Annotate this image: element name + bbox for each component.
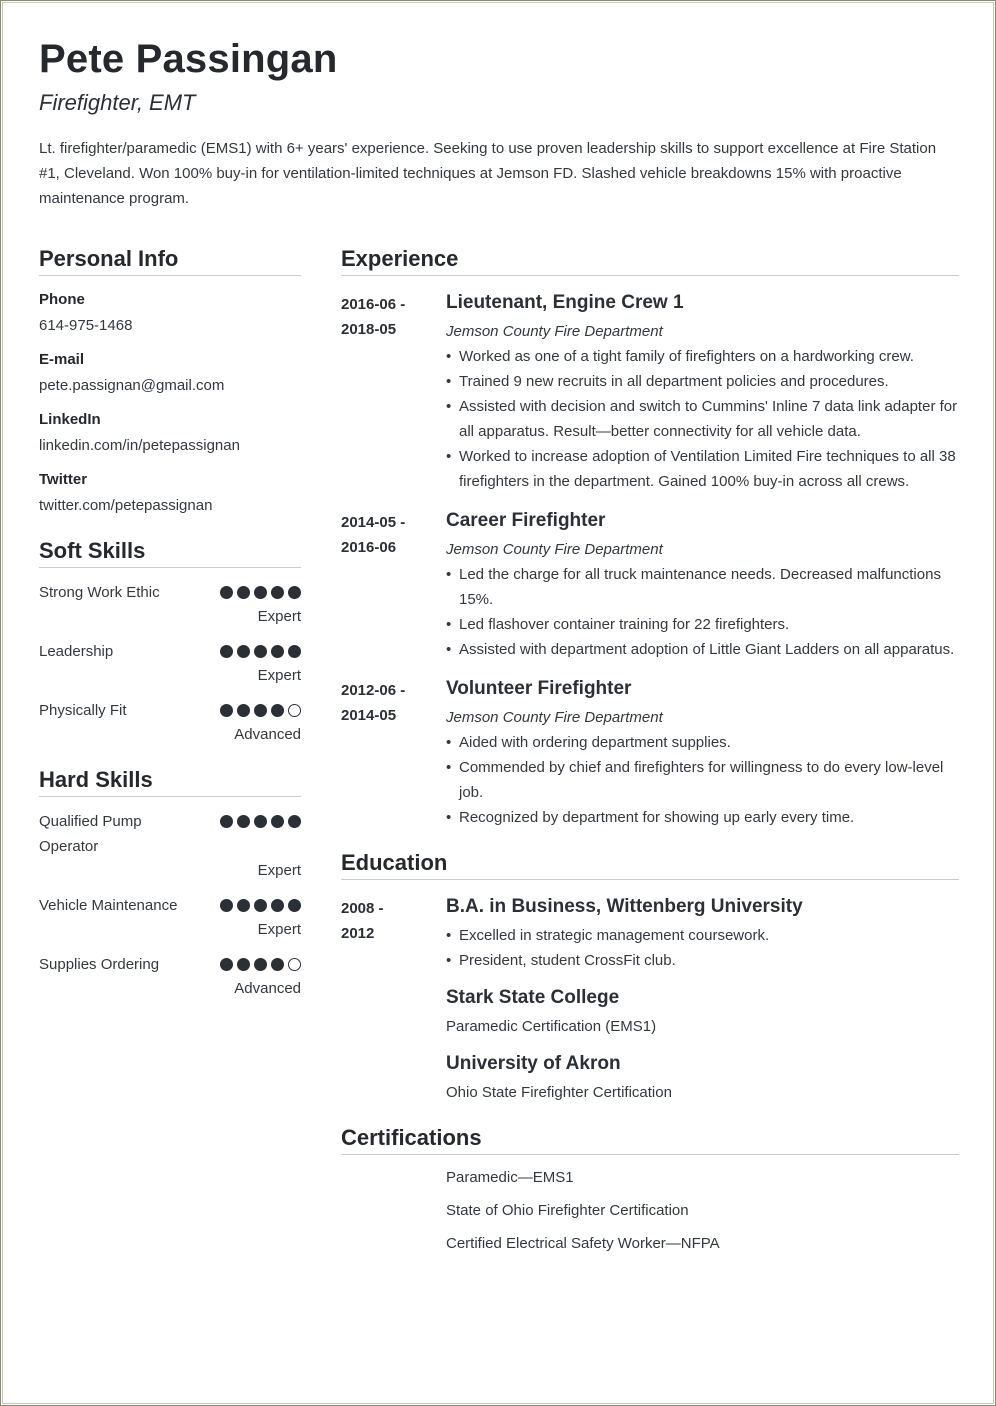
bullet-item: • Trained 9 new recruits in all department policies and procedures. xyxy=(446,369,959,394)
bullet-item: • Worked as one of a tight family of firefighters on a hardworking crew. xyxy=(446,344,959,369)
skill-rating xyxy=(220,958,301,971)
entry-body xyxy=(446,985,959,1039)
date-start: 2014-05 - xyxy=(341,514,406,531)
rating-dot-filled xyxy=(254,958,267,971)
entry-date xyxy=(341,896,431,946)
date-end: 2014-05 xyxy=(341,707,397,724)
rating-dot-filled xyxy=(220,899,233,912)
hard-skills-list xyxy=(39,809,301,999)
certification-item: Certified Electrical Safety Worker—NFPA xyxy=(446,1235,720,1252)
skill-name: Physically Fit xyxy=(39,702,127,719)
twitter-label: Twitter xyxy=(39,471,88,488)
rating-dot-filled xyxy=(254,899,267,912)
date-start: 2012-06 - xyxy=(341,682,406,699)
education-entry xyxy=(341,985,959,1039)
rating-dot-filled xyxy=(237,704,250,717)
skill-level: Advanced xyxy=(234,980,301,997)
date-start: 2016-06 - xyxy=(341,296,406,313)
skill-level: Advanced xyxy=(234,726,301,743)
bullet-item: • President, student CrossFit club. xyxy=(446,948,959,973)
certification-item: Paramedic—EMS1 xyxy=(446,1169,574,1186)
entry-date xyxy=(341,292,431,342)
bullet-item: • Recognized by department for showing up early every time. xyxy=(446,805,959,830)
skill-rating xyxy=(220,815,301,828)
education-entry xyxy=(341,894,959,973)
rating-dot-filled xyxy=(288,586,301,599)
phone-label: Phone xyxy=(39,291,85,308)
employer: Jemson County Fire Department xyxy=(446,709,663,726)
soft-skills-list xyxy=(39,580,301,745)
experience-entry xyxy=(341,290,959,494)
rating-dot-filled xyxy=(271,645,284,658)
bullet-item: • Assisted with department adoption of Little Giant Ladders on all apparatus. xyxy=(446,637,959,662)
job-title: Lieutenant, Engine Crew 1 xyxy=(446,292,684,313)
date-start: 2008 - xyxy=(341,900,384,917)
rating-dot-filled xyxy=(254,586,267,599)
rating-dot-filled xyxy=(220,645,233,658)
bullet-list xyxy=(446,730,959,830)
email-label: E-mail xyxy=(39,351,85,368)
entry-date xyxy=(341,510,431,560)
hard-skills-heading: Hard Skills xyxy=(39,767,301,797)
bullet-item: • Aided with ordering department supplies. xyxy=(446,730,959,755)
rating-dot-filled xyxy=(254,815,267,828)
rating-dot-filled xyxy=(237,899,250,912)
rating-dot-filled xyxy=(288,645,301,658)
date-end: 2016-06 xyxy=(341,539,397,556)
entry-body xyxy=(446,508,959,662)
skill-item xyxy=(39,809,301,881)
entry-body xyxy=(446,1051,959,1105)
rating-dot-filled xyxy=(271,899,284,912)
degree-title: B.A. in Business, Wittenberg University xyxy=(446,896,803,917)
education-heading: Education xyxy=(341,850,959,880)
rating-dot-filled xyxy=(254,704,267,717)
rating-dot-filled xyxy=(271,704,284,717)
employer: Jemson County Fire Department xyxy=(446,541,663,558)
skill-level: Expert xyxy=(257,862,301,879)
bullet-item: • Assisted with decision and switch to Cummins' Inline 7 data link adapter for all apparatus. Result—better connectivity for all vehicle data. xyxy=(446,394,959,444)
email-value: pete.passignan@gmail.com xyxy=(39,377,225,394)
skill-item xyxy=(39,952,301,999)
phone-value: 614-975-1468 xyxy=(39,317,133,334)
school-detail: Paramedic Certification (EMS1) xyxy=(446,1018,657,1035)
bullet-item: • Led the charge for all truck maintenance needs. Decreased malfunctions 15%. xyxy=(446,562,959,612)
personal-info-heading: Personal Info xyxy=(39,246,301,276)
rating-dot-empty xyxy=(288,958,301,971)
rating-dot-filled xyxy=(237,815,250,828)
entry-body xyxy=(446,676,959,830)
skill-item xyxy=(39,698,301,745)
school-detail: Ohio State Firefighter Certification xyxy=(446,1084,672,1101)
rating-dot-filled xyxy=(237,586,250,599)
bullet-list xyxy=(446,562,959,662)
school-title: University of Akron xyxy=(446,1053,621,1074)
personal-info-list xyxy=(39,290,301,516)
rating-dot-filled xyxy=(220,704,233,717)
skill-name: Supplies Ordering xyxy=(39,956,160,973)
linkedin-value: linkedin.com/in/petepassignan xyxy=(39,437,240,454)
certification-item: State of Ohio Firefighter Certification xyxy=(446,1202,689,1219)
rating-dot-filled xyxy=(237,645,250,658)
left-column xyxy=(39,246,301,999)
skill-rating xyxy=(220,645,301,658)
experience-entry xyxy=(341,508,959,662)
school-title: Stark State College xyxy=(446,987,620,1008)
rating-dot-filled xyxy=(271,586,284,599)
twitter-value: twitter.com/petepassignan xyxy=(39,497,213,514)
bullet-list xyxy=(446,344,959,494)
right-column xyxy=(341,246,959,1255)
rating-dot-filled xyxy=(271,815,284,828)
skill-rating xyxy=(220,899,301,912)
job-title: Career Firefighter xyxy=(446,510,606,531)
employer: Jemson County Fire Department xyxy=(446,323,663,340)
skill-name: Qualified Pump Operator xyxy=(39,813,142,855)
candidate-name: Pete Passingan xyxy=(39,37,338,81)
skill-level: Expert xyxy=(257,921,301,938)
certifications-heading: Certifications xyxy=(341,1125,959,1155)
date-end: 2018-05 xyxy=(341,321,397,338)
summary: Lt. firefighter/paramedic (EMS1) with 6+ years' experience. Seeking to use proven leadership skills to support excellence at Fire Station #1, Cleveland. Won 100% buy-in for ventilation-limited techniques at Jemson FD. Slashed vehicle breakdowns 15% with proactive maintenance program. xyxy=(39,140,937,207)
rating-dot-filled xyxy=(220,958,233,971)
skill-name: Leadership xyxy=(39,643,114,660)
bullet-item: • Worked to increase adoption of Ventilation Limited Fire techniques to all 38 firefighters in the department. Gained 100% buy-in across all crews. xyxy=(446,444,959,494)
rating-dot-filled xyxy=(288,899,301,912)
soft-skills-heading: Soft Skills xyxy=(39,538,301,568)
rating-dot-filled xyxy=(254,645,267,658)
bullet-list xyxy=(446,923,959,973)
skill-item xyxy=(39,580,301,627)
rating-dot-filled xyxy=(220,815,233,828)
skill-name: Vehicle Maintenance xyxy=(39,897,178,914)
date-end: 2012 xyxy=(341,925,375,942)
skill-rating xyxy=(220,586,301,599)
rating-dot-filled xyxy=(220,586,233,599)
experience-heading: Experience xyxy=(341,246,959,276)
experience-entry xyxy=(341,676,959,830)
skill-item xyxy=(39,639,301,686)
candidate-title: Firefighter, EMT xyxy=(39,90,196,115)
rating-dot-filled xyxy=(271,958,284,971)
linkedin-label: LinkedIn xyxy=(39,411,101,428)
bullet-item: • Commended by chief and firefighters for willingness to do every low-level job. xyxy=(446,755,959,805)
certifications-list xyxy=(341,1167,959,1255)
entry-body xyxy=(446,290,959,494)
skill-level: Expert xyxy=(257,608,301,625)
bullet-item: • Excelled in strategic management coursework. xyxy=(446,923,959,948)
skill-item xyxy=(39,893,301,940)
rating-dot-filled xyxy=(237,958,250,971)
education-entry xyxy=(341,1051,959,1105)
rating-dot-filled xyxy=(288,815,301,828)
rating-dot-empty xyxy=(288,704,301,717)
skill-level: Expert xyxy=(257,667,301,684)
skill-name: Strong Work Ethic xyxy=(39,584,160,601)
entry-date xyxy=(341,678,431,728)
entry-body xyxy=(446,894,959,973)
bullet-item: • Led flashover container training for 22 firefighters. xyxy=(446,612,959,637)
skill-rating xyxy=(220,704,301,717)
job-title: Volunteer Firefighter xyxy=(446,678,632,699)
